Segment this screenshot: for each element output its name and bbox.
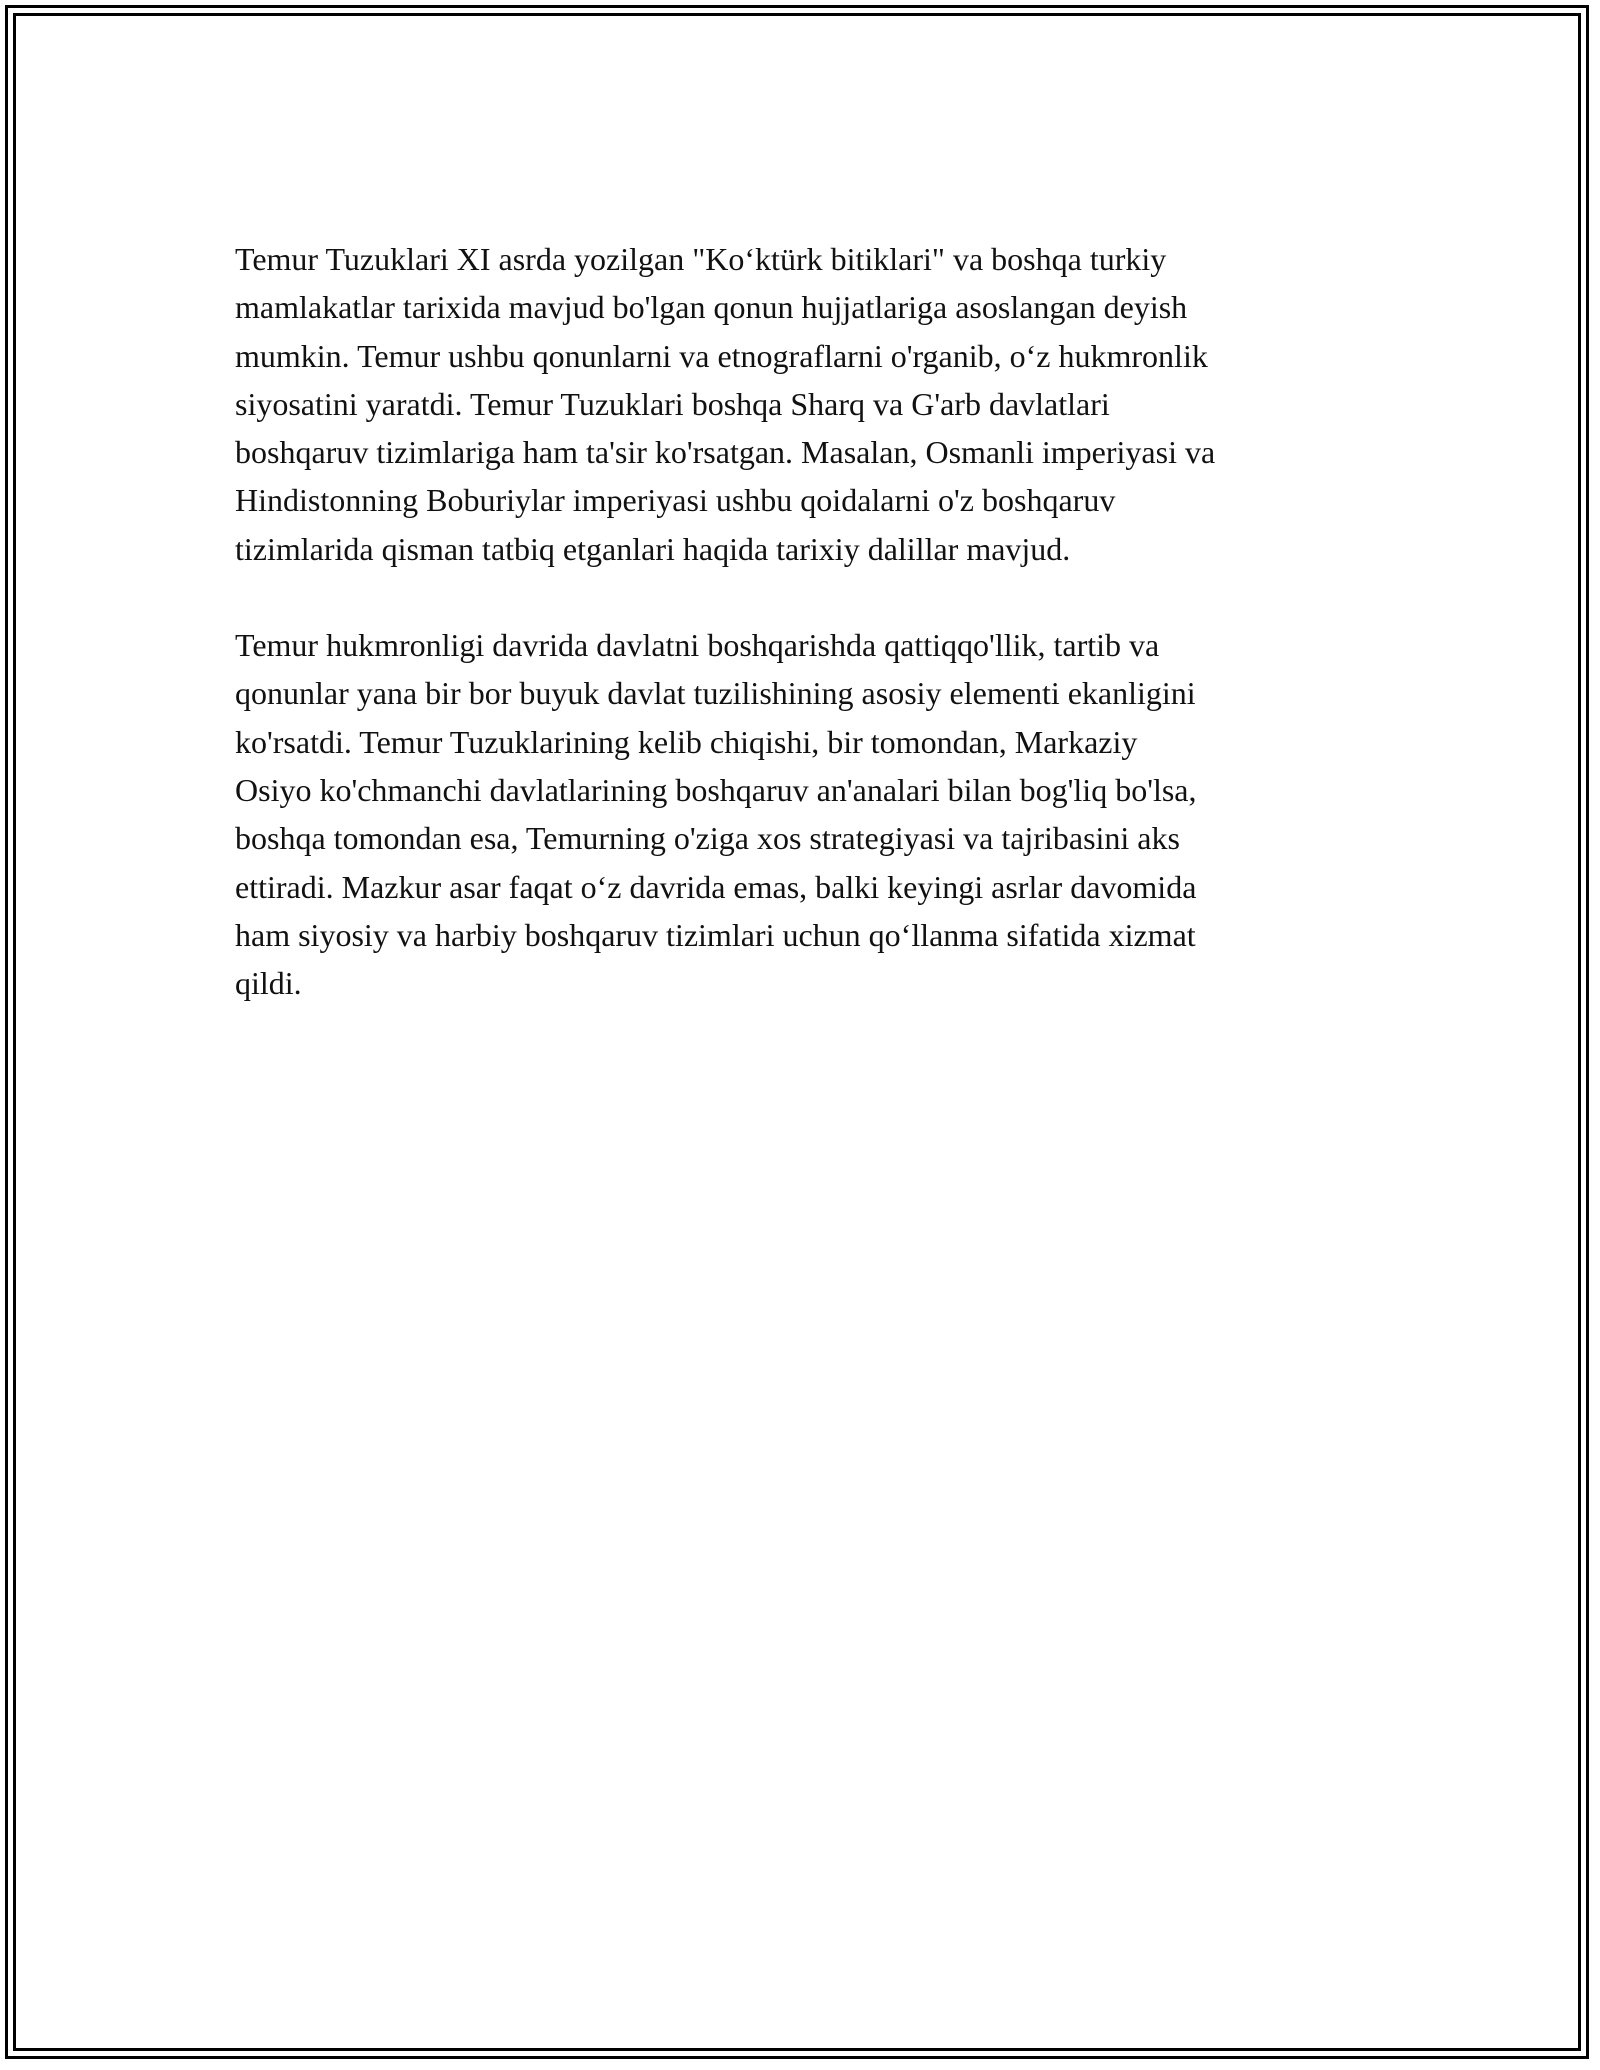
- document-body: [235, 235, 1385, 1055]
- paragraph-2: Temur hukmronligi davrida davlatni boshqarishda qattiqqo'llik, tartib va qonunlar yana bir bor buyuk davlat tuzilishining asosiy elementi ekanligini ko'rsatdi. Temur Tuzuklarining kelib chiqishi, bir tomondan, Markaziy Osiyo ko'chmanchi davlatlarining boshqaruv an'analari bilan bog'liq bo'lsa, boshqa tomondan esa, Temurning o'ziga xos strategiyasi va tajribasini aks ettiradi. Mazkur asar faqat o‘z davrida emas, balki keyingi asrlar davomida ham siyosiy va harbiy boshqaruv tizimlari uchun qo‘llanma sifatida xizmat qildi.: [235, 627, 1197, 1002]
- paragraph-1: Temur Tuzuklari XI asrda yozilgan "Ko‘ktürk bitiklari" va boshqa turkiy mamlakatlar tarixida mavjud bo'lgan qonun hujjatlariga asoslangan deyish mumkin. Temur ushbu qonunlarni va etnograflarni o'rganib, o‘z hukmronlik siyosatini yaratdi. Temur Tuzuklari boshqa Sharq va G'arb davlatlari boshqaruv tizimlariga ham ta'sir ko'rsatgan. Masalan, Osmanli imperiyasi va Hindistonning Boburiylar imperiyasi ushbu qoidalarni o'z boshqaruv tizimlarida qisman tatbiq etganlari haqida tarixiy dalillar mavjud.: [235, 241, 1216, 567]
